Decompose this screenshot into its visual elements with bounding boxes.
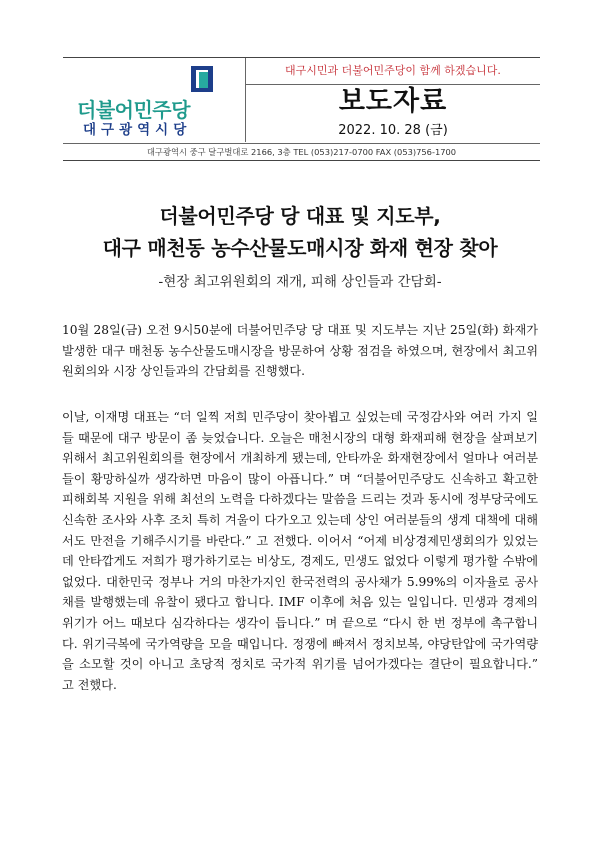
contact-info: 대구광역시 중구 달구벌대로 2166, 3층 TEL (053)217-0700 FAX (053)756-1700 <box>63 143 540 160</box>
press-release-header <box>63 57 540 161</box>
logo-branch-name: 대구광역시당 <box>83 122 192 138</box>
document-type-title: 보도자료 <box>338 86 448 117</box>
headline-line-1: 더불어민주당 당 대표 및 지도부, <box>159 204 441 228</box>
subheadline: -현장 최고위원회의 재개, 피해 상인들과 간담회- <box>158 274 442 290</box>
headline-line-2: 대구 매천동 농수산물도매시장 화재 현장 찾아 <box>102 236 498 260</box>
body-paragraph-1: 10월 28일(금) 오전 9시50분에 더불어민주당 당 대표 및 지도부는 지난 25일(화) 화재가 발생한 대구 매천동 농수산물도매시장을 방문하여 상황 점검을 하였으며, 현장에서 최고위원회의와 시장 상인들과의 간담회를 진행했다. <box>62 323 538 379</box>
release-date: 2022. 10. 28 (금) <box>338 123 448 138</box>
slogan: 대구시민과 더불어민주당이 함께 하겠습니다. <box>246 58 540 85</box>
party-logo <box>63 58 246 142</box>
party-emblem-icon <box>191 66 213 92</box>
body-paragraph-2: 이날, 이재명 대표는 “더 일찍 저희 민주당이 찾아뵙고 싶었는데 국정감사와 여러 가지 일들 때문에 대구 방문이 좀 늦었습니다. 오늘은 매천시장의 대형 화재피해 현장을 살펴보기 위해서 최고위원회의를 현장에서 개최하게 됐는데, 안타까운 화재현장에서 얼마나 여러분들이 황망하실까 생각하면 마음이 많이 아픕니다.” 며 “더불어민주당도 신속하고 확고한 피해회복 지원을 위해 최선의 노력을 다하겠다는 말씀을 드리는 것과 동시에 정부당국에도 신속한 조사와 사후 조치 특히 겨울이 다가오고 있는데 상인 여러분들의 생계 대책에 대해서도 만전을 기해주시기를 바란다.” 고 전했다. 이어서 “어제 비상경제민생회의가 있었는데 안타깝게도 저희가 평가하기로는 비상도, 경제도, 민생도 없었다 이렇게 평가할 수밖에 없었다. 대한민국 정부나 거의 마찬가지인 한국전력의 공사채가 5.99%의 이자율로 공사채를 발행했는데 유찰이 됐다고 합니다. IMF 이후에 처음 있는 일입니다. 민생과 경제의 위기가 어느 때보다 심각하다는 생각이 듭니다.” 며 끝으로 “다시 한 번 정부에 촉구합니다. 위기극복에 국가역량을 모을 때입니다. 정쟁에 빠져서 정치보복, 야당탄압에 국가역량을 소모할 것이 아니고 초당적 정치로 국가적 위기를 넘어가겠다는 결단이 필요합니다.” 고 전했다. <box>62 410 538 692</box>
logo-party-name: 더불어민주당 <box>77 98 190 122</box>
